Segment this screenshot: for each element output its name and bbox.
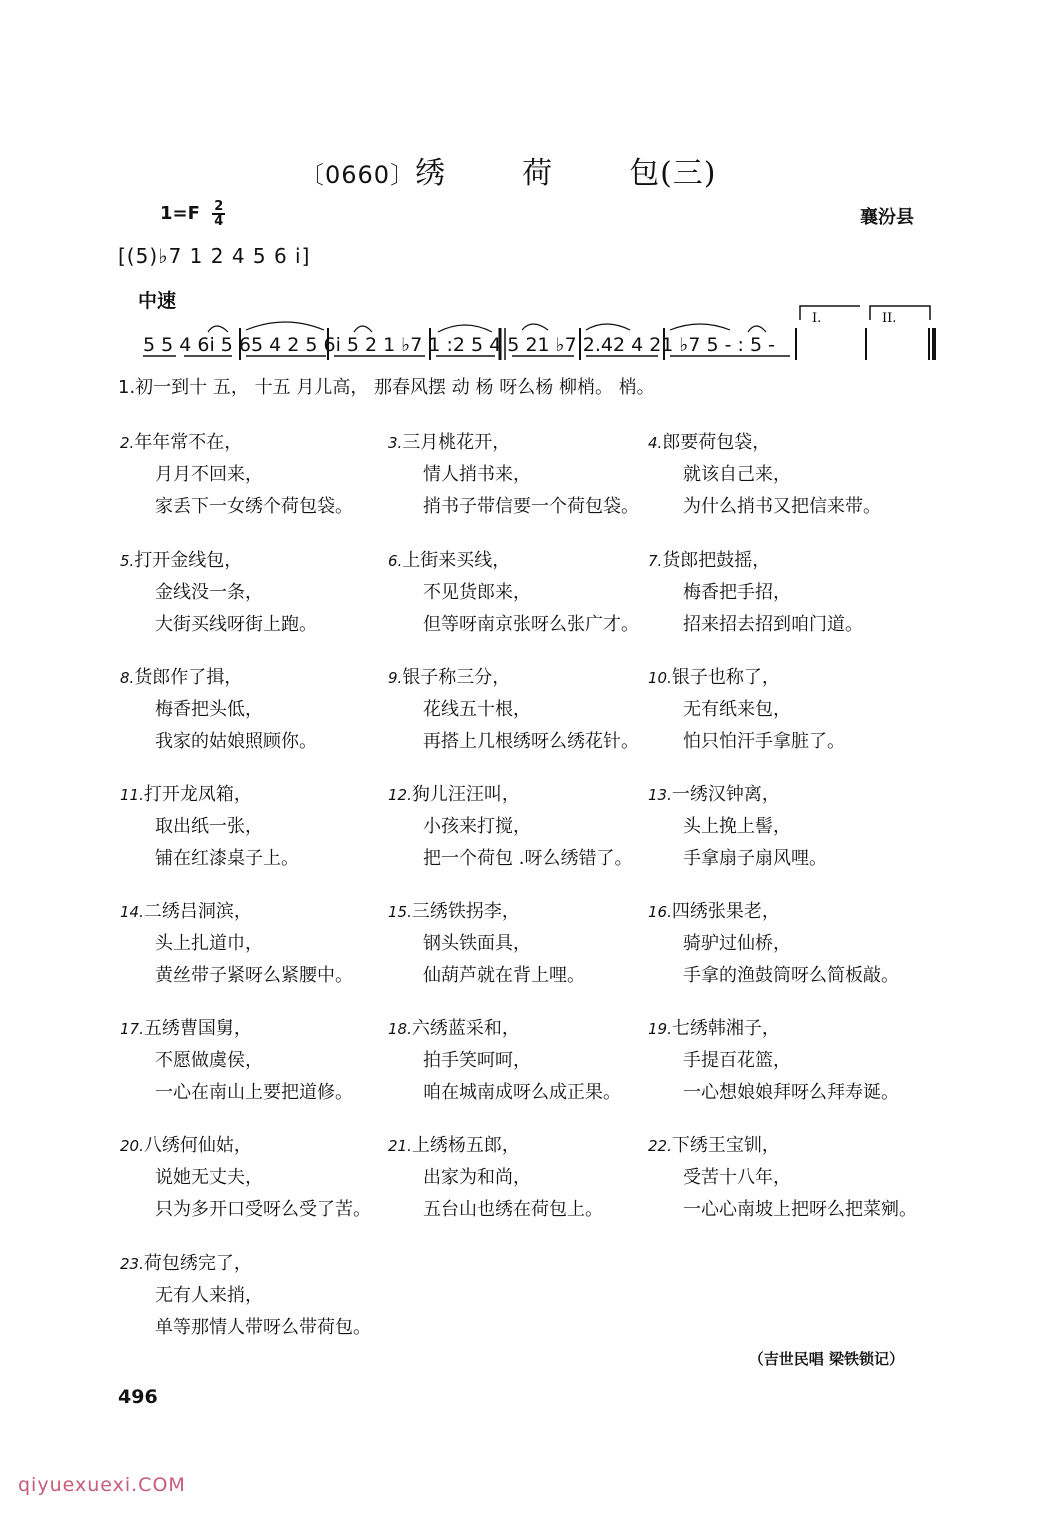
verse-line: 家丢下一女绣个荷包袋。 bbox=[155, 496, 353, 517]
verse-line bbox=[120, 545, 380, 577]
verse-line bbox=[648, 1013, 908, 1045]
tempo-marking: 中速 bbox=[138, 290, 177, 312]
verse-line bbox=[388, 662, 648, 694]
verse-line: 小孩来打搅， bbox=[423, 816, 531, 837]
verse-line bbox=[388, 1013, 648, 1045]
verse-block bbox=[648, 896, 908, 992]
verse-number: 7. bbox=[648, 552, 663, 570]
verse-line: 大街买线呀街上跑。 bbox=[155, 614, 317, 635]
verse-line: 一心心南坡上把呀么把菜剜。 bbox=[683, 1199, 917, 1220]
verse-number: 13. bbox=[648, 786, 672, 804]
verse-line bbox=[648, 896, 908, 928]
verse-text: 上街来买线， bbox=[402, 550, 511, 571]
verse-text: 三绣铁拐李， bbox=[411, 901, 520, 922]
verse-line: 黄丝带子紧呀么紧腰中。 bbox=[155, 965, 353, 986]
verse-number: 18. bbox=[388, 1020, 412, 1038]
verse-text: 六绣蓝采和， bbox=[411, 1018, 520, 1039]
song-number: 〔0660〕 bbox=[300, 161, 416, 189]
verse-number: 5. bbox=[120, 552, 135, 570]
verse-block bbox=[120, 779, 380, 875]
verse-line: 把一个荷包 .呀么绣错了。 bbox=[423, 848, 633, 869]
time-top: 2 bbox=[214, 199, 224, 214]
verse-text: 七绣韩湘子， bbox=[671, 1018, 780, 1039]
region-label: 襄汾县 bbox=[860, 207, 914, 228]
verse-block bbox=[648, 779, 908, 875]
verse-number: 20. bbox=[120, 1137, 144, 1155]
verse-line: 手拿的渔鼓筒呀么简板敲。 bbox=[683, 965, 899, 986]
verse-number: 14. bbox=[120, 903, 144, 921]
verse-line: 花线五十根， bbox=[423, 699, 531, 720]
verse-block bbox=[648, 427, 908, 523]
verse-number: 22. bbox=[648, 1137, 672, 1155]
verse-number: 3. bbox=[388, 434, 403, 452]
verse-line bbox=[120, 1248, 380, 1280]
verse-line: 月月不回来， bbox=[155, 464, 263, 485]
verse-line bbox=[388, 545, 648, 577]
verse-line: 再搭上几根绣呀么绣花针。 bbox=[423, 731, 639, 752]
verse-block bbox=[120, 1013, 380, 1109]
verse-line: 五台山也绣在荷包上。 bbox=[423, 1199, 603, 1220]
verse-block bbox=[120, 896, 380, 992]
verse-block bbox=[388, 662, 648, 758]
verse-line: 咱在城南成呀么成正果。 bbox=[423, 1082, 621, 1103]
verse-number: 6. bbox=[388, 552, 403, 570]
verse-number: 17. bbox=[120, 1020, 144, 1038]
verse-line: 拍手笑呵呵， bbox=[423, 1050, 531, 1071]
verse-number: 4. bbox=[648, 434, 663, 452]
verse-line bbox=[648, 662, 908, 694]
verse-block bbox=[120, 662, 380, 758]
verse-text: 打开金线包， bbox=[134, 550, 243, 571]
verse-line: 不愿做虞侯， bbox=[155, 1050, 263, 1071]
verse-line: 出家为和尚， bbox=[423, 1167, 531, 1188]
verse-text: 上绣杨五郎， bbox=[411, 1135, 520, 1156]
verse-text: 二绣吕洞滨， bbox=[143, 901, 252, 922]
verse-text: 银子也称了， bbox=[671, 667, 780, 688]
verse-line bbox=[120, 662, 380, 694]
verse-number: 21. bbox=[388, 1137, 412, 1155]
verse-number: 9. bbox=[388, 669, 403, 687]
verse-line bbox=[648, 779, 908, 811]
notation-lines bbox=[0, 0, 1064, 420]
verse-line: 情人捎书来， bbox=[423, 464, 531, 485]
verse-number: 16. bbox=[648, 903, 672, 921]
verse-block bbox=[388, 779, 648, 875]
time-bottom: 4 bbox=[214, 214, 224, 229]
verse-line bbox=[388, 896, 648, 928]
verse-text: 年年常不在， bbox=[134, 432, 243, 453]
verse-line: 就该自己来， bbox=[683, 464, 791, 485]
verse-text: 四绣张果老， bbox=[671, 901, 780, 922]
verse-block bbox=[648, 1130, 917, 1226]
verse-line: 钢头铁面具， bbox=[423, 933, 531, 954]
page-number: 496 bbox=[118, 1386, 158, 1408]
verse-line: 头上挽上髻， bbox=[683, 816, 791, 837]
verse-number: 15. bbox=[388, 903, 412, 921]
verse-text: 下绣王宝钏， bbox=[671, 1135, 780, 1156]
melody-notation: 5 5 4 6i 5 65 4 2 5 6i 5 2 1 ♭7 1 :2 5 4 5 21 ♭7 2.42 4 21 ♭7 5 - : 5 - bbox=[143, 334, 775, 356]
verse-text: 货郎作了揖， bbox=[134, 667, 243, 688]
verse-block bbox=[120, 1130, 380, 1226]
verse-line: 手拿扇子扇风哩。 bbox=[683, 848, 827, 869]
verse-block bbox=[648, 545, 908, 641]
verse-line: 铺在红漆桌子上。 bbox=[155, 848, 299, 869]
verse-line: 捎书子带信要一个荷包袋。 bbox=[423, 496, 639, 517]
volta-second: II. bbox=[882, 311, 897, 326]
verse-block bbox=[120, 545, 380, 641]
verse-line: 手提百花篮， bbox=[683, 1050, 791, 1071]
verse-block bbox=[388, 545, 648, 641]
verse-block bbox=[648, 662, 908, 758]
verse-block bbox=[388, 896, 648, 992]
verse-text: 银子称三分， bbox=[402, 667, 511, 688]
verse-line: 我家的姑娘照顾你。 bbox=[155, 731, 317, 752]
verse-line: 只为多开口受呀么受了苦。 bbox=[155, 1199, 371, 1220]
verse-line bbox=[120, 1130, 380, 1162]
verse-line bbox=[120, 779, 380, 811]
title-char-2: 荷 bbox=[522, 156, 554, 191]
verse-text: 狗儿汪汪叫， bbox=[411, 784, 520, 805]
verse-line: 单等那情人带呀么带荷包。 bbox=[155, 1317, 371, 1338]
verse-text: 郎要荷包袋， bbox=[662, 432, 771, 453]
verse-line: 无有人来捎， bbox=[155, 1285, 263, 1306]
verse-line: 取出纸一张， bbox=[155, 816, 263, 837]
verse-text: 八绣何仙姑， bbox=[143, 1135, 252, 1156]
lyric-verse-1: 1.初一到十 五， 十五 月儿高， 那春风摆 动 杨 呀么杨 柳梢。 梢。 bbox=[118, 377, 655, 398]
verse-line bbox=[120, 1013, 380, 1045]
verse-block bbox=[120, 427, 380, 523]
verse-text: 一绣汉钟离， bbox=[671, 784, 780, 805]
verse-line: 骑驴过仙桥， bbox=[683, 933, 791, 954]
verse-line: 一心想娘娘拜呀么拜寿诞。 bbox=[683, 1082, 899, 1103]
verse-line: 说她无丈夫， bbox=[155, 1167, 263, 1188]
verse-text: 打开龙凤箱， bbox=[143, 784, 252, 805]
performer-credit: （吉世民唱 梁铁锁记） bbox=[748, 1350, 904, 1368]
key-label: 1=F bbox=[160, 203, 200, 224]
title-char-3: 包(三) bbox=[629, 156, 717, 191]
verse-text: 五绣曹国舅， bbox=[143, 1018, 252, 1039]
verse-line bbox=[388, 779, 648, 811]
verse-line: 为什么捎书又把信来带。 bbox=[683, 496, 881, 517]
scale-notes: [(5)♭7 1 2 4 5 6 i] bbox=[118, 244, 311, 268]
verse-number: 2. bbox=[120, 434, 135, 452]
verse-line: 梅香把头低， bbox=[155, 699, 263, 720]
verse-line: 仙葫芦就在背上哩。 bbox=[423, 965, 585, 986]
volta-first: I. bbox=[812, 311, 822, 326]
verse-line bbox=[648, 427, 908, 459]
verse-line: 一心在南山上要把道修。 bbox=[155, 1082, 353, 1103]
verse-number: 11. bbox=[120, 786, 144, 804]
verse-text: 三月桃花开， bbox=[402, 432, 511, 453]
verse-line: 但等呀南京张呀么张广才。 bbox=[423, 614, 639, 635]
verse-line: 无有纸来包， bbox=[683, 699, 791, 720]
title-char-1: 绣 bbox=[415, 156, 447, 191]
verse-line bbox=[120, 896, 380, 928]
verse-number: 19. bbox=[648, 1020, 672, 1038]
verse-line: 头上扎道巾， bbox=[155, 933, 263, 954]
verse-line: 招来招去招到咱门道。 bbox=[683, 614, 863, 635]
verse-line bbox=[648, 1130, 908, 1162]
verse-number: 12. bbox=[388, 786, 412, 804]
site-watermark: qiyuexuexi.COM bbox=[18, 1474, 186, 1496]
verse-line: 受苦十八年， bbox=[683, 1167, 791, 1188]
verse-text: 货郎把鼓摇， bbox=[662, 550, 771, 571]
verse-block bbox=[388, 427, 648, 523]
verse-number: 10. bbox=[648, 669, 672, 687]
verse-line: 梅香把手招， bbox=[683, 582, 791, 603]
verse-line: 不见货郎来， bbox=[423, 582, 531, 603]
verse-block bbox=[648, 1013, 908, 1109]
verse-line bbox=[388, 427, 648, 459]
verse-block bbox=[120, 1248, 380, 1344]
verse-block bbox=[388, 1013, 648, 1109]
verse-text: 荷包绣完了， bbox=[143, 1253, 252, 1274]
verse-number: 8. bbox=[120, 669, 135, 687]
verse-line bbox=[388, 1130, 648, 1162]
verse-line bbox=[648, 545, 908, 577]
verse-line bbox=[120, 427, 380, 459]
verse-block bbox=[388, 1130, 648, 1226]
verse-line: 怕只怕汗手拿脏了。 bbox=[683, 731, 845, 752]
verse-number: 23. bbox=[120, 1255, 144, 1273]
verse-line: 金线没一条， bbox=[155, 582, 263, 603]
